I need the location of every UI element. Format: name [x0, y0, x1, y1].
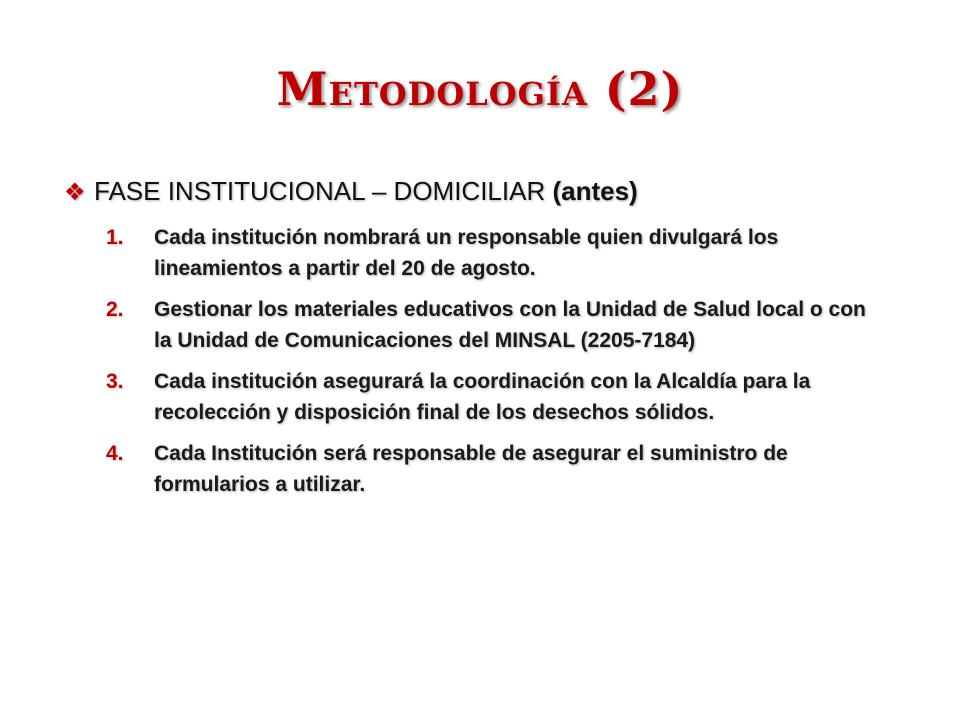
- bullet-heading-text: [94, 176, 638, 207]
- list-item-number: 4.: [106, 442, 124, 465]
- list-item: [106, 294, 886, 356]
- list-item-text: Cada Institución será responsable de asegurar el suministro de formularios a utilizar.: [154, 442, 788, 496]
- list-item-number: 2.: [106, 298, 124, 321]
- bullet-heading-emphasis: (antes): [552, 176, 638, 206]
- bullet-heading-label: FASE INSTITUCIONAL – DOMICILIAR: [94, 176, 553, 206]
- list-item: [106, 222, 886, 284]
- list-item: [106, 366, 886, 428]
- list-item-number: 3.: [106, 370, 124, 393]
- list-item-text: Cada institución asegurará la coordinación con la Alcaldía para la recolección y disposición final de los desechos sólidos.: [154, 370, 811, 424]
- bullet-heading: [64, 176, 924, 207]
- list-item-text: Cada institución nombrará un responsable quien divulgará los lineamientos a partir del 20 de agosto.: [154, 226, 779, 280]
- diamond-bullet-icon: ❖: [64, 179, 86, 206]
- list-item-text: Gestionar los materiales educativos con la Unidad de Salud local o con la Unidad de Comunicaciones del MINSAL (2205-7184): [154, 298, 866, 352]
- list-item-number: 1.: [106, 226, 124, 249]
- numbered-list: [106, 222, 886, 510]
- list-item: [106, 438, 886, 500]
- slide-title: Metodología (2): [276, 62, 684, 116]
